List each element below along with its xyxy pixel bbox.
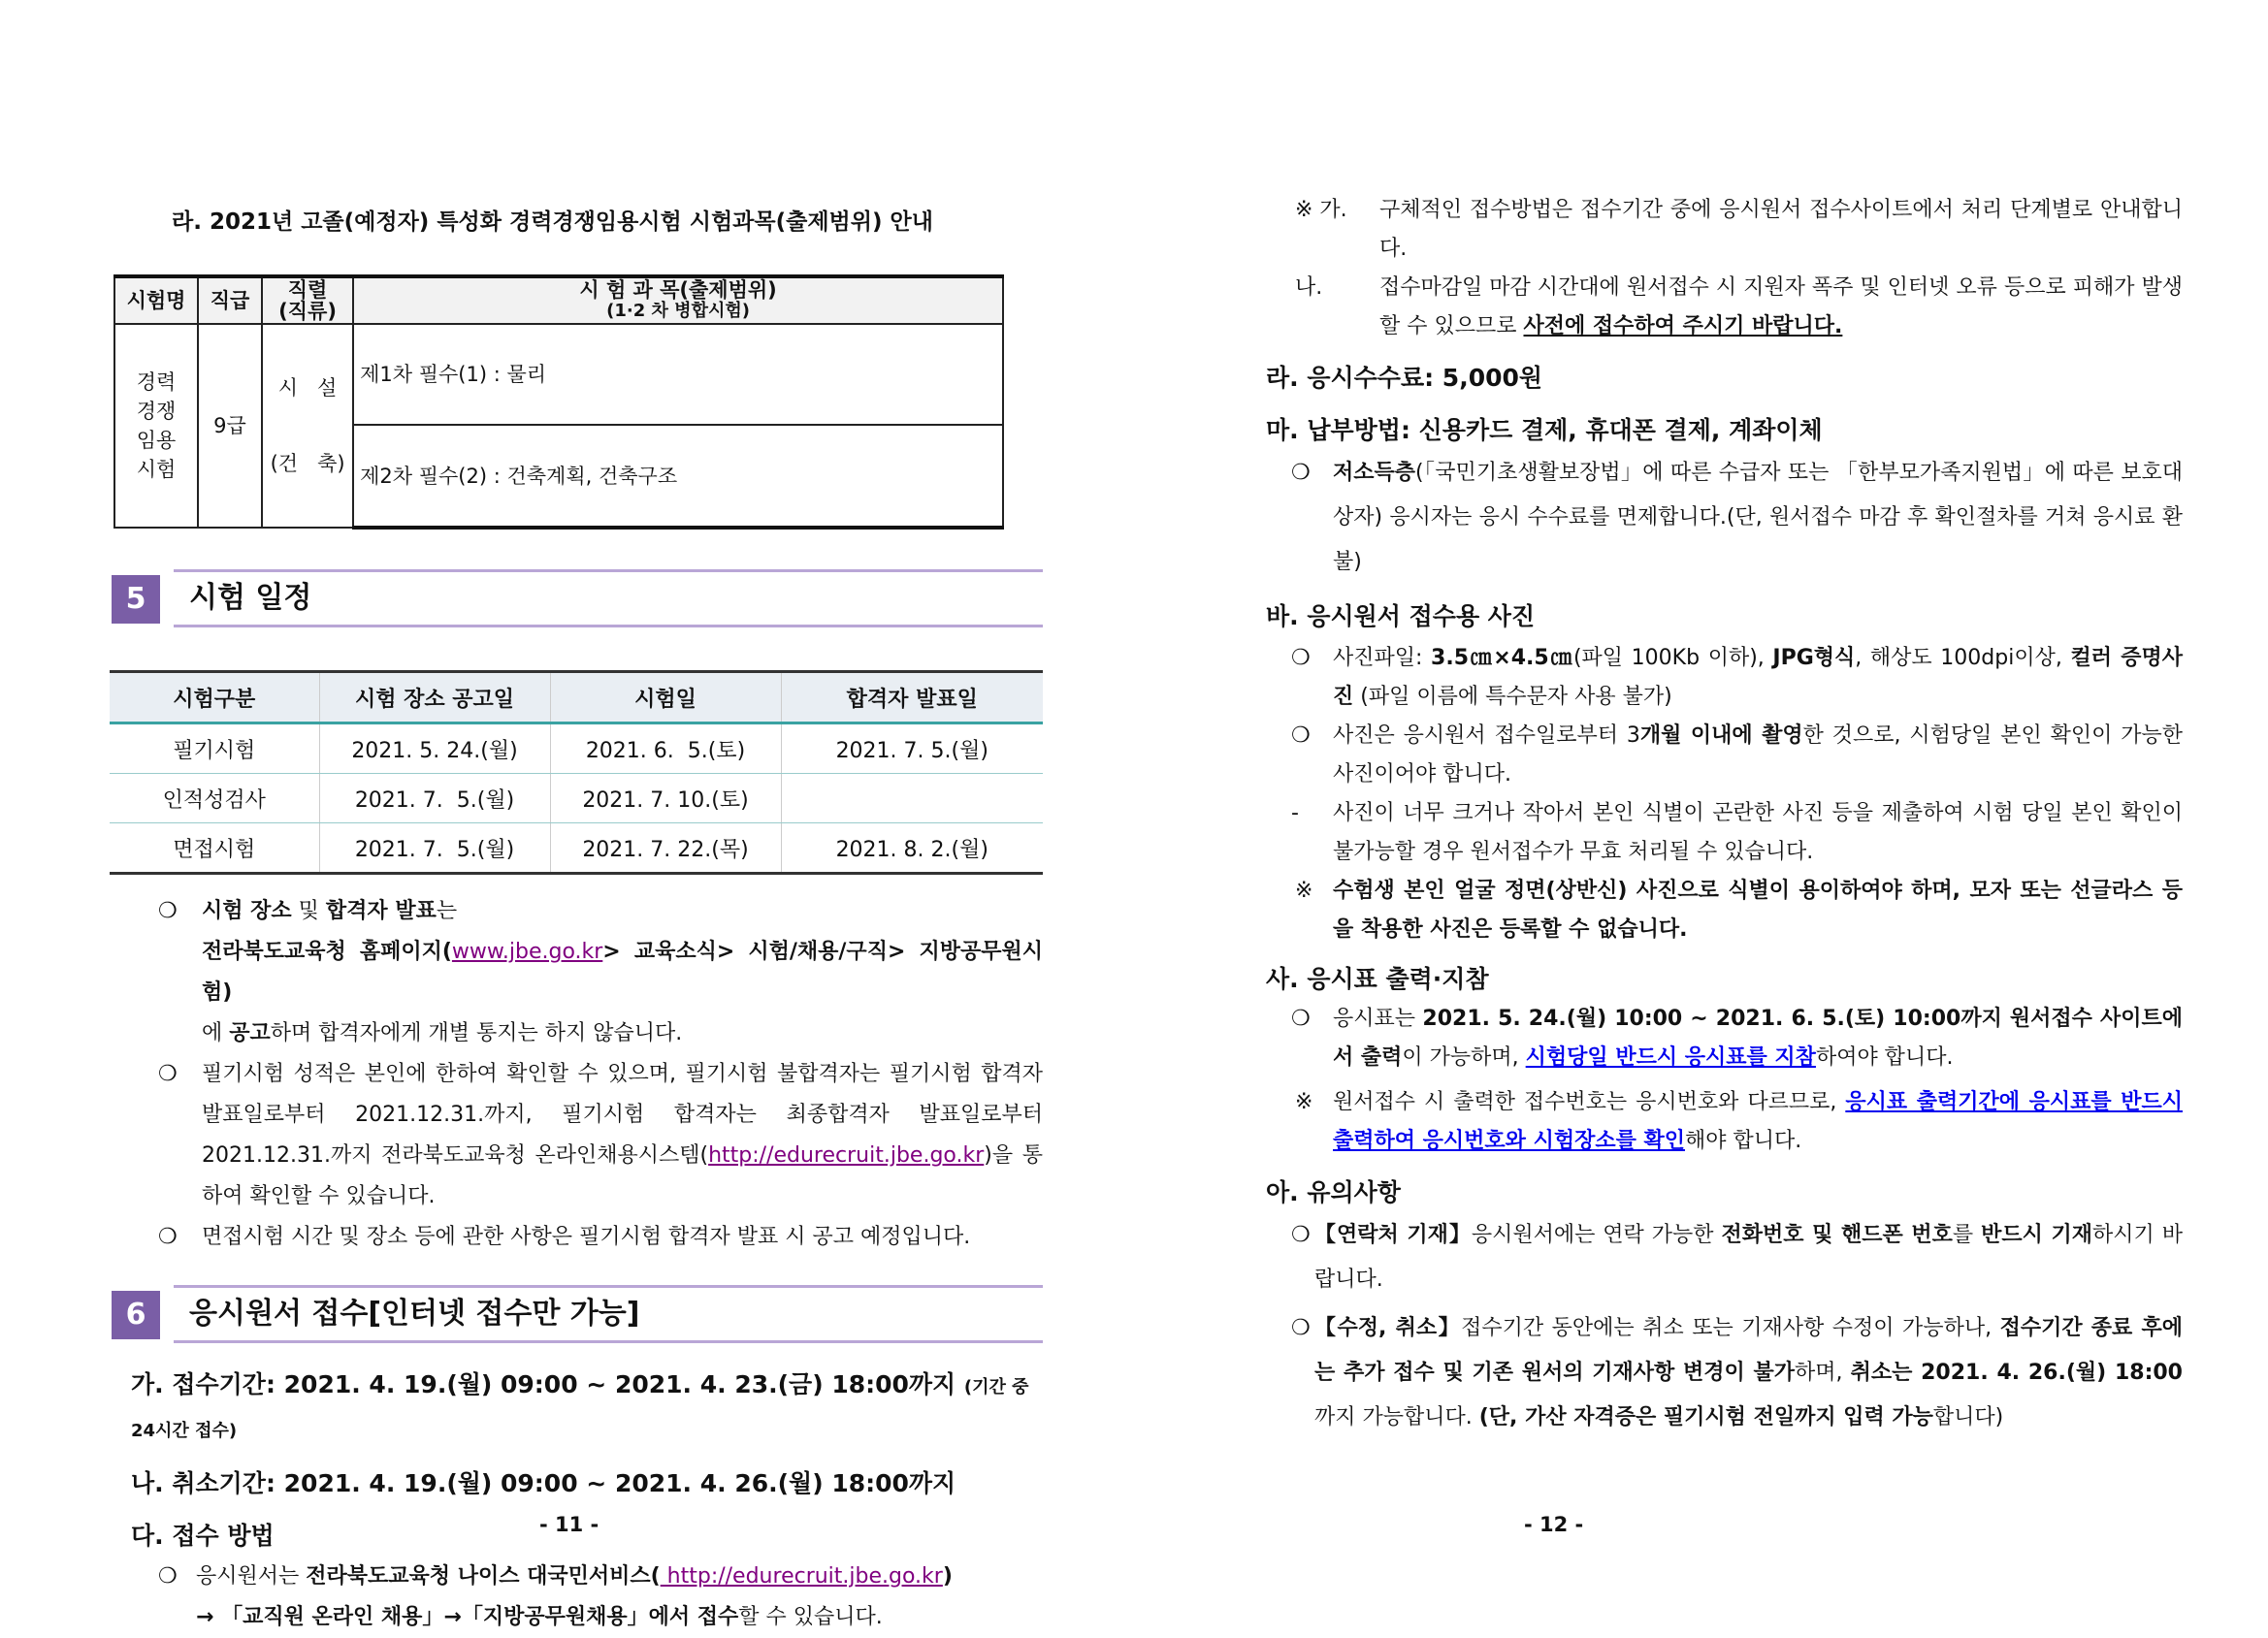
photo-invalid-note (1266, 794, 2183, 872)
text-run: 【수정, 취소】 (1314, 1316, 1462, 1340)
text-run: (파일 이름에 특수문자 사용 불가) (1353, 685, 1672, 709)
bullet-mark: ※ 가. (1295, 198, 1347, 222)
text-run: 구체적인 접수방법은 접수기간 중에 응시원서 접수사이트에서 처리 단계별로 안내합니다. (1379, 198, 2183, 261)
text-run: 하며 합격자에게 개별 통지는 하지 않습니다. (270, 1021, 683, 1045)
caution-edit-cancel (1266, 1306, 2183, 1440)
admission-ticket-note (1266, 1000, 2183, 1077)
text-run: (기간 중 24시간 접수) (131, 1377, 1029, 1441)
text-run: 접수기간 동안에는 취소 또는 기재사항 수정이 가능하나, (1461, 1316, 2000, 1340)
text-run: 합격자 발표 (325, 899, 437, 923)
bullet-mark: 나. (1295, 275, 1323, 300)
bullet-mark: ※ (1295, 879, 1313, 903)
link-text[interactable]: http://edurecruit.jbe.go.kr (708, 1143, 985, 1168)
bullet-mark: ❍ (1291, 1223, 1311, 1247)
text-run: 접수마감일 마감 시간대에 원서접수 시 지원자 폭주 및 인터넷 오류 등으로 피해가 발생할 수 있으므로 (1379, 275, 2183, 338)
text-run: 하시기 바랍니다. (1314, 1223, 2184, 1292)
schedule-table (110, 670, 1043, 875)
photo-date-note (1266, 717, 2183, 794)
application-period (110, 1365, 1043, 1452)
cell-grade: 9급 (198, 324, 262, 528)
photo-warning-note (1266, 872, 2183, 949)
text-run: 시험 장소 (202, 899, 292, 923)
text-run: 원서접수 시 출력한 접수번호는 응시번호와 다르므로, (1333, 1090, 1846, 1114)
text-run: 해야 합니다. (1685, 1129, 1802, 1153)
schedule-note-2 (110, 1054, 1043, 1217)
cell-exam-name (114, 324, 198, 528)
table-cell: 2021. 5. 24.(월) (319, 723, 550, 774)
schedule-note-3 (110, 1217, 1043, 1258)
text-run: 사전에 접수하여 주시기 바랍니다. (1523, 314, 1843, 338)
text-run: 나. 취소기간: 2021. 4. 19.(월) 09:00 ~ 2021. 4. 26.(월) 18:00까지 (131, 1469, 956, 1497)
cell-subject-1: 제1차 필수(1) : 물리 (353, 324, 1003, 425)
section-rule (174, 1340, 1043, 1343)
col-header-exam-name: 시험명 (114, 276, 198, 324)
text-run: 및 (291, 899, 326, 923)
bullet-mark: ❍ (1291, 646, 1311, 670)
page-12 (1043, 0, 2268, 1603)
table-cell: 2021. 7. 10.(토) (550, 774, 781, 823)
page-number: - 12 - (1524, 1513, 1584, 1536)
text-run: 공고 (229, 1021, 271, 1045)
table-cell: 2021. 6. 5.(토) (550, 723, 781, 774)
text-run: , 해상도 100dpi이상, (1855, 646, 2071, 670)
bullet-mark: ❍ (158, 1225, 178, 1249)
text-run: ) (942, 1564, 953, 1589)
text-run: 개월 이내에 촬영 (1639, 723, 1803, 748)
page-11-column (110, 199, 1043, 1638)
text-run: 한 것으로, 시험당일 본인 확인이 가능한 사진이어야 합니다. (1333, 723, 2183, 787)
text-run: 까지 가능합니다. (1314, 1405, 1479, 1429)
text-run: (파일 100Kb 이하), (1572, 646, 1773, 670)
table-cell: 인적성검사 (110, 774, 319, 823)
link-text[interactable]: http://edurecruit.jbe.go.kr (660, 1564, 943, 1589)
link-text[interactable]: www.jbe.go.kr (451, 940, 603, 964)
series-line: 시 설 (277, 376, 338, 400)
note-deadline (1266, 269, 2183, 346)
bullet-mark: ❍ (158, 899, 178, 923)
bullet-mark: - (1291, 801, 1299, 825)
text-run: JPG형식 (1772, 646, 1856, 670)
text-run: 사진파일: (1333, 646, 1432, 670)
text-run: 면접시험 시간 및 장소 등에 관한 사항은 필기시험 합격자 발표 시 공고 예정입니다. (202, 1225, 971, 1249)
col-header-series-line2: (직류) (278, 300, 337, 323)
text-run: 수험생 본인 얼굴 정면(상반신) 사진으로 식별이 용이하여야 하며, 모자 또는 선글라스 등을 착용한 사진은 등록할 수 없습니다. (1333, 879, 2183, 942)
schedule-note-1 (110, 891, 1043, 1054)
text-run: → 「교직원 온라인 채용」→「지방공무원채용」에서 접수 (196, 1605, 739, 1629)
admission-ticket-warning (1266, 1083, 2183, 1161)
text-run: > 교육소식> 시험/채용/구직> 지방공무원시험) (202, 940, 1043, 1005)
page-11 (0, 0, 1043, 1629)
text-run: 3.5㎝×4.5㎝ (1431, 646, 1573, 670)
payment-heading: 마. 납부방법: 신용카드 결제, 휴대폰 결제, 계좌이체 (1266, 416, 1823, 444)
text-run: 전라북도교육청 홈페이지( (202, 940, 452, 964)
section-6-header (110, 1285, 1043, 1343)
text-run: 전화번호 및 핸드폰 번호 (1721, 1223, 1953, 1247)
col-header-series (262, 276, 353, 324)
subject-table (113, 274, 1004, 530)
photo-spec-note (1266, 639, 2183, 717)
section-rule (174, 569, 1043, 572)
col-header-subjects (353, 276, 1003, 324)
text-run: 저소득층 (1333, 461, 1416, 485)
text-run: 컬러 증명사진 (1333, 646, 2184, 709)
bullet-mark: ※ (1295, 1090, 1313, 1114)
caution-contact (1266, 1213, 2183, 1302)
table-row (110, 823, 1043, 874)
table-cell: 면접시험 (110, 823, 319, 874)
bullet-mark: ❍ (158, 1564, 178, 1589)
section-title: 응시원서 접수[인터넷 접수만 가능] (189, 1297, 640, 1331)
link-text[interactable]: 응시표 출력기간에 응시표를 반드시 출력하여 응시번호와 시험장소를 확인 (1333, 1090, 2183, 1153)
text-run: )을 통하여 확인할 수 있습니다. (202, 1143, 1043, 1208)
text-run: 응시표는 (1333, 1007, 1423, 1031)
text-run: 【연락처 기재】 (1314, 1223, 1472, 1247)
page-12-column (1266, 191, 2183, 1440)
text-run: 는 (436, 899, 458, 923)
table-cell: 2021. 7. 5.(월) (319, 774, 550, 823)
text-run: 응시원서는 (196, 1564, 307, 1589)
text-run: 취소는 2021. 4. 26.(월) 18:00 (1850, 1361, 2183, 1385)
text-run: 하며, (1795, 1361, 1851, 1385)
table-cell: 2021. 8. 2.(월) (781, 823, 1043, 874)
link-text[interactable]: 시험당일 반드시 응시표를 지참 (1525, 1045, 1816, 1070)
table-cell: 필기시험 (110, 723, 319, 774)
series-line: (건 축) (270, 452, 345, 475)
text-run: (단, 가산 자격증은 필기시험 전일까지 입력 가능 (1478, 1405, 1933, 1429)
text-run: 사진이 너무 크거나 작아서 본인 식별이 곤란한 사진 등을 제출하여 시험 당일 본인 확인이 불가능할 경우 원서접수가 무효 처리될 수 있습니다. (1333, 801, 2183, 864)
note-process (1266, 191, 2183, 269)
page-number: - 11 - (539, 1513, 599, 1536)
section-title: 시험 일정 (189, 581, 312, 615)
table-cell: 2021. 7. 5.(월) (781, 723, 1043, 774)
cautions-heading: 아. 유의사항 (1266, 1178, 1401, 1206)
cell-series (262, 324, 353, 528)
bullet-mark: ❍ (1291, 1007, 1311, 1031)
text-run: 접수기간 종료 후에는 추가 접수 및 기존 원서의 기재사항 변경이 불가 (1314, 1316, 2183, 1385)
text-run: 다. 접수 방법 (131, 1522, 275, 1550)
bullet-mark: ❍ (1291, 723, 1311, 748)
col-header: 시험구분 (110, 672, 319, 723)
exam-name-line: 경쟁 (136, 400, 177, 423)
section-rule (174, 625, 1043, 627)
col-header-subjects-line1: 시 험 과 목(출제범위) (579, 278, 777, 302)
application-method-note (110, 1557, 1043, 1638)
fee-exemption-note (1266, 451, 2183, 585)
exam-name-line: 임용 (136, 429, 177, 452)
text-run: 전라북도교육청 나이스 대국민서비스( (306, 1564, 661, 1589)
text-run: 반드시 기재 (1981, 1223, 2093, 1247)
photo-heading: 바. 응시원서 접수용 사진 (1266, 602, 1536, 630)
table-cell (781, 774, 1043, 823)
bullet-mark: ❍ (1291, 461, 1311, 485)
col-header-series-line1: 직렬 (287, 278, 328, 302)
table-row (110, 774, 1043, 823)
text-run: 2021. 5. 24.(월) 10:00 ~ 2021. 6. 5.(토) 10:00까지 원서접수 사이트에서 출력 (1333, 1007, 2183, 1070)
text-run: 이 가능하며, (1402, 1045, 1526, 1070)
admission-ticket-heading: 사. 응시표 출력·지참 (1266, 965, 1489, 993)
col-header: 시험일 (550, 672, 781, 723)
text-run: 합니다) (1932, 1405, 2004, 1429)
text-run: 사진은 응시원서 접수일로부터 3 (1333, 723, 1640, 748)
text-run: 할 수 있습니다. (738, 1605, 883, 1629)
section-rule (174, 1285, 1043, 1288)
exam-subjects-title: 라. 2021년 고졸(예정자) 특성화 경력경쟁임용시험 시험과목(출제범위) 안내 (172, 209, 933, 235)
cancellation-period (110, 1463, 1043, 1504)
bullet-mark: ❍ (158, 1062, 178, 1086)
text-run: (「국민기초생활보장법」에 따른 수급자 또는 「한부모가족지원법」에 따른 보호대상자) 응시자는 응시 수수료를 면제합니다.(단, 원서접수 마감 후 확인절차를 거쳐 응시료 환불) (1333, 461, 2183, 574)
text-run: 응시원서에는 연락 가능한 (1471, 1223, 1722, 1247)
col-header: 시험 장소 공고일 (319, 672, 550, 723)
exam-name-line: 시험 (136, 458, 177, 481)
text-run: 가. 접수기간: 2021. 4. 19.(월) 09:00 ~ 2021. 4. 23.(금) 18:00까지 (131, 1370, 964, 1398)
col-header-subjects-line2: (1·2 차 병합시험) (606, 301, 750, 321)
exam-name-line: 경력 (136, 370, 177, 394)
text-run: 하여야 합니다. (1815, 1045, 1954, 1070)
text-run: 필기시험 성적은 본인에 한하여 확인할 수 있으며, 필기시험 불합격자는 필기시험 합격자 발표일로부터 2021.12.31.까지, 필기시험 합격자는 최종합격자 발표일로부터 2021.12.31.까지 전라북도교육청 온라인채용시스템( (202, 1062, 1043, 1168)
table-cell: 2021. 7. 5.(월) (319, 823, 550, 874)
col-header-grade: 직급 (198, 276, 262, 324)
section-5-header (110, 569, 1043, 627)
cell-subject-2: 제2차 필수(2) : 건축계획, 건축구조 (353, 425, 1003, 528)
table-cell: 2021. 7. 22.(목) (550, 823, 781, 874)
bullet-mark: ❍ (1291, 1316, 1311, 1340)
fee-heading: 라. 응시수수료: 5,000원 (1266, 364, 1543, 392)
section-number: 5 (112, 575, 160, 624)
text-run: 를 (1952, 1223, 1982, 1247)
table-row (110, 723, 1043, 774)
col-header: 합격자 발표일 (781, 672, 1043, 723)
text-run: 에 (202, 1021, 230, 1045)
section-number: 6 (112, 1291, 160, 1339)
